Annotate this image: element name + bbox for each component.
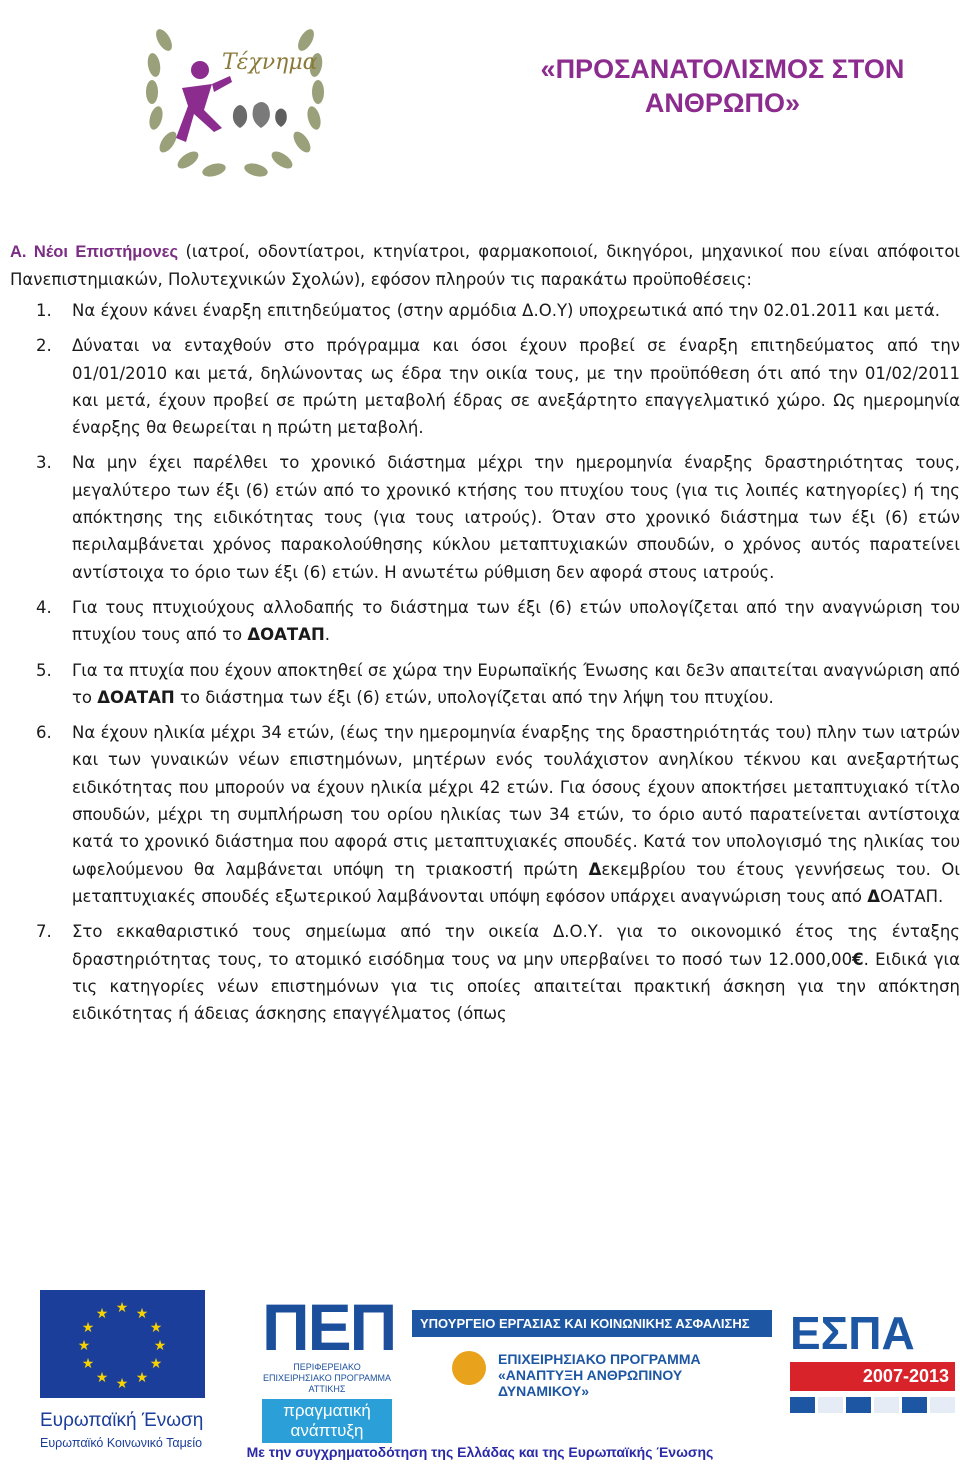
item-text: Να έχουν κάνει έναρξη επιτηδεύματος (στην αρμόδια Δ.Ο.Υ) υποχρεωτικά από την 02.01.2011 και μετά. xyxy=(72,301,941,320)
svg-text:★: ★ xyxy=(81,1320,95,1336)
section-label: Α. Νέοι Επιστήμονες xyxy=(10,243,186,261)
footer-logos xyxy=(0,1284,960,1450)
logo-text: Τέχνημα xyxy=(222,50,318,75)
pep-logo-text: ΠΕΠ xyxy=(262,1290,396,1364)
espa-years: 2007-2013 xyxy=(790,1362,955,1391)
ministry-name: ΥΠΟΥΡΓΕΙΟ ΕΡΓΑΣΙΑΣ ΚΑΙ ΚΟΙΝΩΝΙΚΗΣ ΑΣΦΑΛΙΣΗΣ xyxy=(412,1310,772,1337)
list-item xyxy=(10,332,960,441)
svg-text:★: ★ xyxy=(115,1300,129,1316)
item-text: Να έχουν ηλικία μέχρι 34 ετών, (έως την ημερομηνία έναρξης της δραστηριότητάς του) πλην των ιατρών και των γυναικών νέων επιστημόνων, μητέρων ενός τουλάχιστον ανηλίκου τέκνου και ανεξαρτήτως ειδικότητας που μπορούν να έχουν ηλικία μέχρι 42 ετών. Για όσους έχουν αποκτήσει μεταπτυχιακό τίτλο σπουδών, μέχρι τη συμπλήρωση του ορίου ηλικίας των 34 ετών, το όριο αυτό παρατείνεται αντίστοιχα κατά το χρονικό διάστημα που αφορά στις μεταπτυχιακές σπουδές. Κατά τον υπολογισμό της ηλικίας του ωφελούμενου θα λαμβάνεται υπόψη τη τριακοστή πρώτη xyxy=(72,723,960,879)
laurel-wreath-logo-icon xyxy=(142,10,328,178)
svg-text:★: ★ xyxy=(81,1356,95,1372)
item-text: . Ειδικά για τις κατηγορίες νέων επιστημόνων για τις οποίες απαιτείται πρακτική άσκηση για την απόκτηση ειδικότητας ή άδειας άσκησης επαγγέλματος (όπως xyxy=(72,949,960,1024)
item-number: 6. xyxy=(36,723,52,743)
list-item xyxy=(10,918,960,1027)
svg-text:★: ★ xyxy=(153,1338,167,1354)
intro-text: (ιατροί, οδοντίατροι, κτηνίατροι, φαρμακοποιοί, δικηγόροι, μηχανικοί που είναι απόφοιτοι Πανεπιστημιακών, Πολυτεχνικών Σχολών), εφόσον πληρούν τις παρακάτω προϋποθέσεις: xyxy=(10,242,960,289)
item-text: Για τους πτυχιούχους αλλοδαπής το διάστημα των έξι (6) ετών υπολογίζεται από την αναγνώριση του πτυχίου τους από το xyxy=(72,597,960,645)
item-text: το διάστημα των έξι (6) ετών, υπολογίζεται από την λήψη του πτυχίου. xyxy=(174,687,774,707)
espa-logo xyxy=(790,1308,955,1413)
item-text: Στο εκκαθαριστικό τους σημείωμα από την οικεία Δ.Ο.Υ. για το οικονομικό έτος της ένταξης δραστηριότητας τους, το ατομικό εισόδημα τους να μην υπερβαίνει το ποσό των 12.000,00 xyxy=(72,922,960,969)
list-item xyxy=(10,449,960,585)
item-text-bold: Δ xyxy=(588,859,602,879)
svg-text:★: ★ xyxy=(149,1356,163,1372)
program-emblem-icon xyxy=(452,1351,486,1385)
svg-text:★: ★ xyxy=(95,1370,109,1386)
item-text-bold: ΔΟΑΤΑΠ xyxy=(247,625,325,645)
pep-logo xyxy=(262,1290,396,1442)
page-title: «ΠΡΟΣΑΝΑΤΟΛΙΣΜΟΣ ΣΤΟΝ ΑΝΘΡΩΠΟ» xyxy=(540,54,905,118)
svg-text:★: ★ xyxy=(149,1320,163,1336)
eu-flag-icon xyxy=(40,1290,205,1398)
item-number: 1. xyxy=(36,301,52,320)
svg-text:★: ★ xyxy=(77,1338,91,1354)
item-text: ΟΑΤΑΠ. xyxy=(879,886,944,906)
item-text-bold: ΔΟΑΤΑΠ xyxy=(97,687,175,707)
item-number: 3. xyxy=(36,453,52,473)
item-text: Να μην έχει παρέλθει το χρονικό διάστημα μέχρι την ημερομηνία έναρξης δραστηριότητας τους, μεγαλύτερο των έξι (6) ετών από το χρονικό κτήσης του πτυχίου τους (για τις λοιπές κατηγορίες) ή της απόκτησης της ειδικότητας τους (για τους ιατρούς). Όταν στο χρονικό διάστημα των έξι (6) ετών περιλαμβάνεται χρόνος παρακολούθησης κύκλου μεταπτυχιακών σπουδών, ο χρόνος αυτός παρατείνει αντίστοιχα το όριο των έξι (6) ετών. Η ανωτέτω ρύθμιση δεν αφορά στους ιατρούς. xyxy=(72,453,960,582)
ministry-logo xyxy=(412,1310,772,1399)
item-number: 7. xyxy=(36,922,52,942)
conditions-list xyxy=(10,297,960,1027)
item-text: εκεμβρίου του έτους γεννήσεως του. Οι μεταπτυχιακές σπουδές εξωτερικού λαμβάνονται υπόψη εφόσον υπάρχει αναγνώριση τους από xyxy=(72,859,960,906)
list-item xyxy=(10,594,960,649)
item-text: . xyxy=(324,625,331,645)
tehnima-logo xyxy=(142,10,328,178)
svg-text:★: ★ xyxy=(115,1376,129,1392)
operational-program xyxy=(412,1351,772,1399)
espa-flags-icon xyxy=(790,1397,955,1413)
item-text-bold: Δ xyxy=(867,886,880,906)
item-number: 2. xyxy=(36,336,52,356)
svg-text:★: ★ xyxy=(135,1306,149,1322)
eu-logo xyxy=(40,1290,210,1450)
pep-slogan: πραγματική ανάπτυξη xyxy=(262,1399,392,1443)
eu-name: Ευρωπαϊκή Ένωση xyxy=(40,1410,204,1431)
document-body xyxy=(10,238,960,1027)
list-item xyxy=(10,719,960,910)
intro-paragraph xyxy=(10,238,960,293)
program-name: ΕΠΙΧΕΙΡΗΣΙΑΚΟ ΠΡΟΓΡΑΜΜΑ «ΑΝΑΠΤΥΞΗ ΑΝΘΡΩΠΙΝΟΥ ΔΥΝΑΜΙΚΟΥ» xyxy=(498,1351,701,1399)
svg-text:★: ★ xyxy=(135,1370,149,1386)
list-item xyxy=(10,657,960,712)
euro-sign: € xyxy=(852,949,864,969)
pep-subtitle: ΠΕΡΙΦΕΡΕΙΑΚΟ ΕΠΙΧΕΙΡΗΣΙΑΚΟ ΠΡΟΓΡΑΜΜΑ ΑΤΤΙΚΗΣ xyxy=(262,1362,392,1394)
item-text: Δύναται να ενταχθούν στο πρόγραμμα και όσοι έχουν προβεί σε έναρξη επιτηδεύματος από την 01/01/2010 και μετά, δηλώνοντας ως έδρα την οικία τους, με την προϋπόθεση ότι από την 01/02/2011 και μετά, έχουν προβεί σε πρώτη μεταβολή έδρας σε ανεξάρτητο επαγγελματικό χώρο. Ως ημερομηνία έναρξης θα θεωρείται η πρώτη μεταβολή. xyxy=(72,336,960,438)
espa-logo-text: ΕΣΠΑ xyxy=(790,1307,915,1359)
item-text: Για τα πτυχία που έχουν αποκτηθεί σε χώρα την Ευρωπαϊκής Ένωσης και δε3ν απαιτείται αναγνώριση από το xyxy=(72,660,960,707)
eu-fund: Ευρωπαϊκό Κοινωνικό Ταμείο xyxy=(40,1436,203,1450)
cofinance-note: Με την συγχρηματοδότηση της Ελλάδας και της Ευρωπαϊκής Ένωσης xyxy=(246,1444,714,1460)
list-item xyxy=(10,297,960,324)
svg-text:★: ★ xyxy=(95,1306,109,1322)
item-number: 4. xyxy=(36,597,52,617)
item-number: 5. xyxy=(36,660,52,680)
